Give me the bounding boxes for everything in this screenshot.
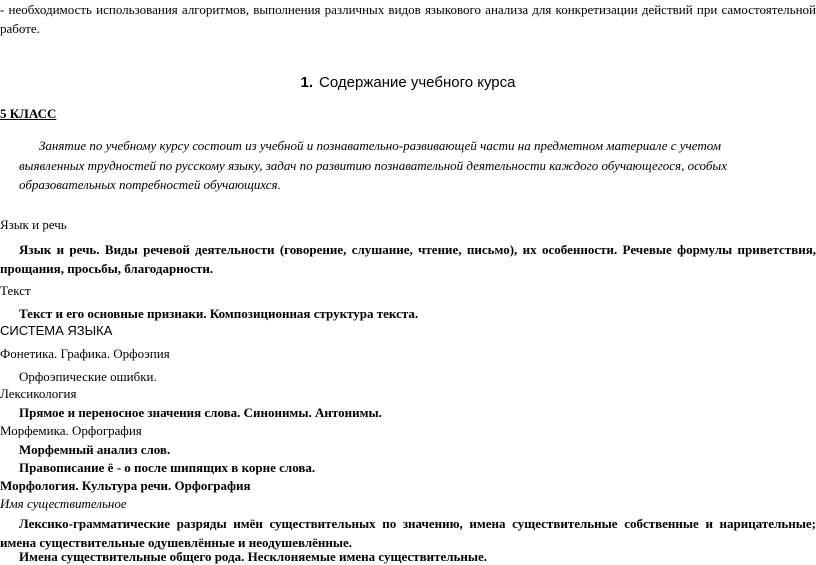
heading-title: Содержание учебного курса [319,74,516,91]
topic-title-noun: Имя существительное [0,496,127,511]
section-heading [0,74,816,91]
topic-title-language-speech: Язык и речь [0,217,67,232]
topic-title-morphemics: Морфемика. Орфография [0,423,142,438]
topic-body-morphemics-1: Морфемный анализ слов. [19,442,171,457]
topic-title-lexicology: Лексикология [0,386,77,401]
system-heading: СИСТЕМА ЯЗЫКА [0,323,113,338]
heading-number: 1. [300,74,314,91]
grade-title: 5 КЛАСС [0,106,57,121]
topic-title-text: Текст [0,283,31,298]
topic-title-phonetics: Фонетика. Графика. Орфоэпия [0,346,170,361]
topic-body-noun-1: Лексико-грамматические разряды имён существительных по значению, имена существительные собственные и нарицательные; имена существительные одушевлённые и неодушевлённые. [0,516,816,550]
topic-body-text: Текст и его основные признаки. Композиционная структура текста. [19,306,419,321]
topic-body-noun-2: Имена существительные общего рода. Несклоняемые имена существительные. [19,549,488,564]
topic-body-lexicology: Прямое и переносное значения слова. Синонимы. Антонимы. [19,405,382,420]
topic-title-morphology: Морфология. Культура речи. Орфография [0,478,251,493]
topic-body-language-speech: Язык и речь. Виды речевой деятельности (говорение, слушание, чтение, письмо), их особенности. Речевые формулы приветствия, прощания, просьбы, благодарности. [0,242,816,276]
topic-body-phonetics: Орфоэпические ошибки. [19,369,157,384]
intro-paragraph: - необходимость использования алгоритмов, выполнения различных видов языкового анализа для конкретизации действий при самостоятельной работе. [0,2,816,36]
topic-body-morphemics-2: Правописание ё - о после шипящих в корне слова. [19,460,316,475]
course-description: Занятие по учебному курсу состоит из учебной и познавательно-развивающей части на предметном материале с учетом выявленных трудностей по русскому языку, задач по развитию познавательной деятельности каждого обучающегося, особых образовательных потребностей обучающихся. [19,138,727,192]
